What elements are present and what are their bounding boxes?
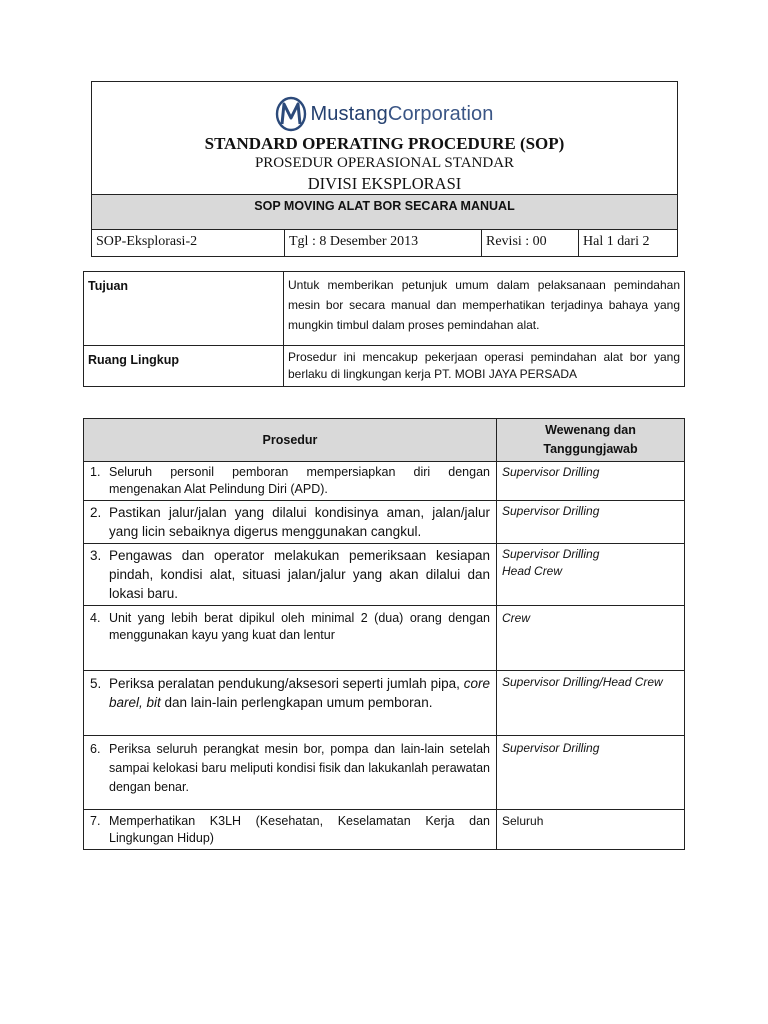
step-responsibility: Supervisor Drilling — [502, 741, 600, 755]
company-logo — [92, 94, 677, 134]
step-text: Memperhatikan K3LH (Kesehatan, Keselamatan Kerja dan Lingkungan Hidup) — [109, 814, 490, 845]
procedure-header-row — [84, 419, 685, 462]
step-text — [109, 674, 490, 712]
step-text-emphasis: core barel, bit — [109, 676, 490, 710]
info-row-ruang-lingkup — [84, 346, 685, 387]
table-row — [84, 810, 685, 850]
table-row — [84, 501, 685, 544]
info-text: Prosedur ini mencakup pekerjaan operasi pemindahan alat bor yang berlaku di lingkungan kerja PT. MOBI JAYA PERSADA — [284, 346, 685, 387]
step-responsibility: Supervisor Drilling/Head Crew — [502, 675, 663, 689]
step-number: 5. — [90, 676, 102, 691]
document-title: SOP MOVING ALAT BOR SECARA MANUAL — [92, 194, 677, 230]
document-code: SOP-Eksplorasi-2 — [92, 230, 285, 257]
procedure-header: Prosedur — [84, 419, 497, 462]
sop-subtitle: PROSEDUR OPERASIONAL STANDAR — [254, 155, 515, 171]
logo-suffix: Corporation — [387, 102, 494, 125]
step-responsibility: Crew — [502, 611, 531, 625]
step-number: 3. — [90, 548, 102, 563]
step-responsibility: Supervisor Drilling — [502, 547, 600, 561]
step-number: 1. — [90, 465, 101, 479]
division-name: DIVISI EKSPLORASI — [307, 174, 462, 193]
step-text-part: Periksa peralatan pendukung/aksesori seperti jumlah pipa, — [109, 676, 464, 691]
info-text: Untuk memberikan petunjuk umum dalam pelaksanaan pemindahan mesin bor secara manual dan memperhatikan terjadinya bahaya yang mungkin timbul dalam proses pemindahan alat. — [284, 272, 685, 346]
logo-brand: Mustang — [310, 102, 388, 125]
step-responsibility: Head Crew — [502, 564, 563, 578]
step-text: Pastikan jalur/jalan yang dilalui kondisinya aman, jalan/jalur yang licin sebaiknya digerus menggunakan cangkul. — [109, 505, 490, 539]
step-text: Unit yang lebih berat dipikul oleh minimal 2 (dua) orang dengan menggunakan kayu yang kuat dan lentur — [109, 611, 490, 642]
document-revision: Revisi : 00 — [482, 230, 579, 257]
step-responsibility: Supervisor Drilling — [502, 465, 600, 479]
document-page: Hal 1 dari 2 — [583, 234, 650, 249]
step-responsibility: Supervisor Drilling — [502, 504, 600, 518]
step-text-part: dan lain-lain perlengkapan umum pemboran. — [160, 695, 433, 710]
responsibility-header-line1: Wewenang dan — [545, 423, 636, 437]
info-label: Ruang Lingkup — [84, 346, 284, 387]
step-number: 4. — [90, 611, 101, 625]
table-row — [84, 462, 685, 501]
sop-title: STANDARD OPERATING PROCEDURE (SOP) — [204, 134, 565, 153]
step-text: Seluruh personil pemboran mempersiapkan diri dengan mengenakan Alat Pelindung Diri (APD). — [109, 465, 490, 496]
step-number: 7. — [90, 814, 101, 828]
responsibility-header-line2: Tanggungjawab — [543, 442, 638, 456]
step-number: 2. — [90, 505, 102, 520]
info-table — [83, 271, 685, 387]
document-date: Tgl : 8 Desember 2013 — [285, 230, 482, 257]
document-meta-row — [92, 230, 677, 257]
step-text: Pengawas dan operator melakukan pemeriksaan kesiapan pindah, kondisi alat, situasi jalan/jalur yang akan dilalui dan lokasi baru. — [109, 548, 490, 601]
procedure-table — [83, 418, 685, 850]
info-label: Tujuan — [84, 272, 284, 346]
step-number: 6. — [90, 742, 101, 756]
step-responsibility: Seluruh — [502, 814, 544, 828]
document-header — [91, 81, 678, 257]
info-row-tujuan — [84, 272, 685, 346]
mustang-logo-icon — [275, 96, 307, 132]
table-row — [84, 544, 685, 606]
step-text: Periksa seluruh perangkat mesin bor, pompa dan lain-lain setelah sampai kelokasi baru meliputi kondisi fisik dan lakukanlah perawatan dengan benar. — [109, 742, 490, 794]
table-row — [84, 671, 685, 736]
responsibility-header — [497, 419, 685, 462]
table-row — [84, 736, 685, 810]
table-row — [84, 606, 685, 671]
